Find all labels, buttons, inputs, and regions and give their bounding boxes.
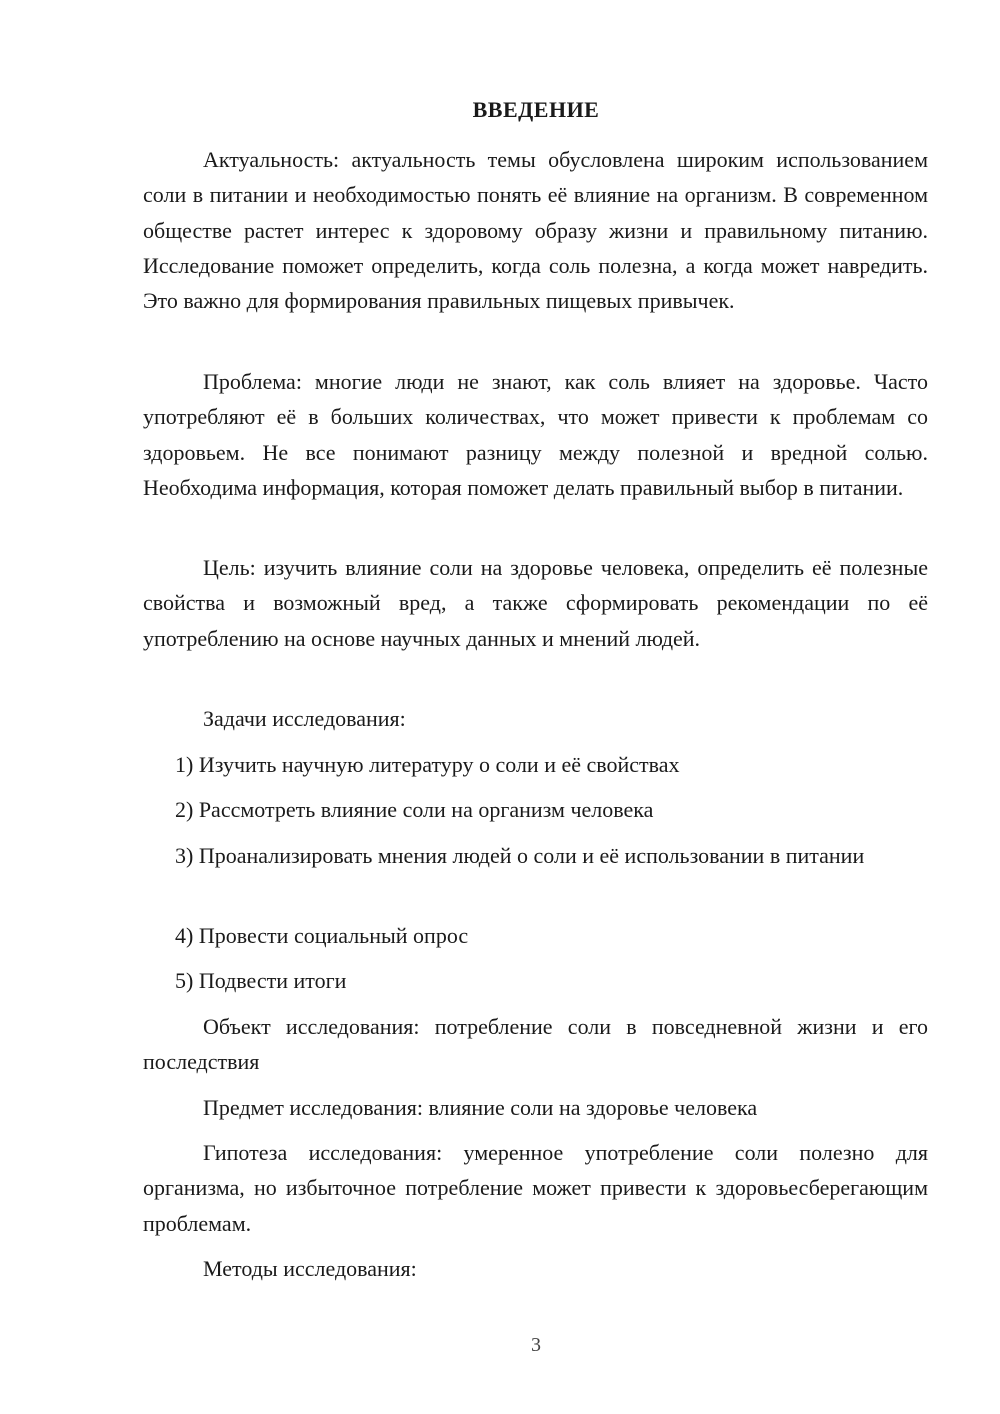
task-item: 4) Провести социальный опрос xyxy=(175,923,469,948)
paragraph-subject: Предмет исследования: влияние соли на здоровье человека xyxy=(203,1095,758,1120)
paragraph-object: Объект исследования: потребление соли в повседневной жизни и его последствия xyxy=(143,1014,928,1075)
methods-title: Методы исследования: xyxy=(203,1256,417,1281)
task-item: 2) Рассмотреть влияние соли на организм человека xyxy=(175,797,654,822)
task-item: 5) Подвести итоги xyxy=(175,968,347,993)
task-item: 1) Изучить научную литературу о соли и её свойствах xyxy=(175,752,680,777)
section-heading: ВВЕДЕНИЕ xyxy=(472,97,600,122)
paragraph-hypothesis: Гипотеза исследования: умеренное употребление соли полезно для организма, но избыточное потребление может привести к здоровьесберегающим проблемам. xyxy=(143,1140,928,1236)
paragraph-goal: Цель: изучить влияние соли на здоровье человека, определить её полезные свойства и возможный вред, а также сформировать рекомендации по её употреблению на основе научных данных и мнений людей. xyxy=(143,555,928,651)
page-number: 3 xyxy=(531,1334,541,1356)
tasks-title: Задачи исследования: xyxy=(203,706,406,731)
paragraph-problem: Проблема: многие люди не знают, как соль влияет на здоровье. Часто употребляют её в больших количествах, что может привести к проблемам со здоровьем. Не все понимают разницу между полезной и вредной солью. Необходима информация, которая поможет делать правильный выбор в питании. xyxy=(143,369,928,500)
paragraph-relevance: Актуальность: актуальность темы обусловлена широким использованием соли в питании и необходимостью понять её влияние на организм. В современном обществе растет интерес к здоровому образу жизни и правильному питанию. Исследование поможет определить, когда соль полезна, а когда может навредить. Это важно для формирования правильных пищевых привычек. xyxy=(143,147,928,314)
task-item: 3) Проанализировать мнения людей о соли и её использовании в питании xyxy=(175,843,865,868)
